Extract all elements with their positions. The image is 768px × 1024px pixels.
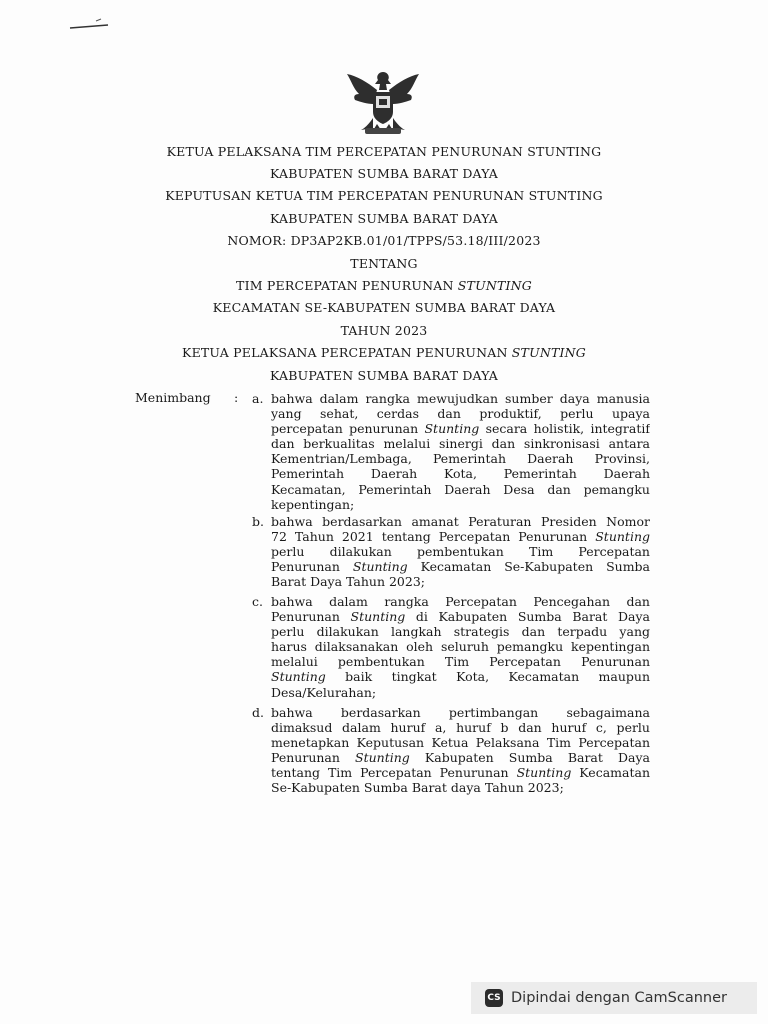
header-line-3: KEPUTUSAN KETUA TIM PERCEPATAN PENURUNAN STUNTING <box>165 188 603 203</box>
item-text-line: bahwa berdasarkan amanat Peraturan Presiden Nomor <box>271 514 650 529</box>
item-text-line: tentang Tim Percepatan Penurunan Stunting Kecamatan <box>271 765 650 781</box>
item-text-line: Desa/Kelurahan; <box>271 684 377 700</box>
decree-number: NOMOR: DP3AP2KB.01/01/TPPS/53.18/III/2023 <box>227 233 541 248</box>
item-text-line: Kementrian/Lembaga, Pemerintah Daerah Provinsi, <box>271 451 650 467</box>
item-text-line: percepatan penurunan Stunting secara holistik, integratif <box>271 421 650 437</box>
item-text-line: yang sehat, cerdas dan produktif, perlu upaya <box>271 406 650 422</box>
item-text-line: bahwa berdasarkan pertimbangan sebagaimana <box>271 705 650 720</box>
item-text-line: Penurunan Stunting Kabupaten Sumba Barat Daya <box>271 750 650 766</box>
item-text-line: menetapkan Keputusan Ketua Pelaksana Tim Percepatan <box>271 735 650 751</box>
header-line-2: KABUPATEN SUMBA BARAT DAYA <box>270 166 498 181</box>
item-text-line: 72 Tahun 2021 tentang Percepatan Penurunan Stunting <box>271 529 650 545</box>
camscanner-watermark <box>471 982 757 1014</box>
item-text <box>271 594 650 700</box>
item-text-line: Barat Daya Tahun 2023; <box>271 574 425 590</box>
subject-line-1-italic: STUNTING <box>457 278 532 293</box>
official-line-1-prefix: KETUA PELAKSANA PERCEPATAN PENURUNAN <box>182 345 508 360</box>
tentang-label: TENTANG <box>350 256 418 271</box>
official-line-2: KABUPATEN SUMBA BARAT DAYA <box>270 368 498 383</box>
pen-mark <box>68 18 110 32</box>
item-text-line: Stunting baik tingkat Kota, Kecamatan maupun <box>271 669 650 685</box>
item-text-line: melalui pembentukan Tim Percepatan Penurunan <box>271 654 650 670</box>
item-text-line: dan berkualitas melalui sinergi dan sinkronisasi antara <box>271 436 650 452</box>
item-letter: a. <box>252 391 264 406</box>
item-text-line: perlu dilakukan langkah strategis dan terpadu yang <box>271 624 650 640</box>
item-text-line: Se-Kabupaten Sumba Barat daya Tahun 2023; <box>271 780 564 796</box>
subject-line-1-prefix: TIM PERCEPATAN PENURUNAN <box>236 278 454 293</box>
camscanner-logo-icon: CS <box>485 989 503 1007</box>
camscanner-text: Dipindai dengan CamScanner <box>511 990 728 1006</box>
item-letter: b. <box>252 514 264 529</box>
item-text-line: Penurunan Stunting Kecamatan Se-Kabupaten Sumba <box>271 559 650 575</box>
item-text-line: kepentingan; <box>271 496 355 512</box>
item-text-line: Kecamatan, Pemerintah Daerah Desa dan pemangku <box>271 481 650 497</box>
item-text <box>271 705 650 796</box>
subject-line-2: KECAMATAN SE-KABUPATEN SUMBA BARAT DAYA <box>212 300 556 315</box>
year-line: TAHUN 2023 <box>340 323 428 338</box>
item-text-line: perlu dilakukan pembentukan Tim Percepatan <box>271 544 650 560</box>
item-text-line: Penurunan Stunting di Kabupaten Sumba Barat Daya <box>271 609 650 625</box>
item-letter: c. <box>252 594 263 609</box>
subject-line-1 <box>0 278 768 293</box>
item-text-line: dimaksud dalam huruf a, huruf b dan huruf c, perlu <box>271 720 650 736</box>
header-line-4: KABUPATEN SUMBA BARAT DAYA <box>270 211 498 226</box>
official-line-1-italic: STUNTING <box>511 345 586 360</box>
garuda-emblem-icon <box>343 68 423 136</box>
item-text-line: bahwa dalam rangka Percepatan Pencegahan dan <box>271 594 650 609</box>
item-text <box>271 514 650 589</box>
item-text-line: bahwa dalam rangka mewujudkan sumber daya manusia <box>271 391 650 406</box>
menimbang-colon: : <box>234 390 239 405</box>
item-text <box>271 391 650 512</box>
official-line-1 <box>0 345 768 360</box>
menimbang-label: Menimbang <box>135 390 211 405</box>
item-text-line: Pemerintah Daerah Kota, Pemerintah Daerah <box>271 466 650 482</box>
item-letter: d. <box>252 705 264 720</box>
item-text-line: harus dilaksanakan oleh seluruh pemangku kepentingan <box>271 639 650 655</box>
header-line-1: KETUA PELAKSANA TIM PERCEPATAN PENURUNAN STUNTING <box>166 144 602 159</box>
